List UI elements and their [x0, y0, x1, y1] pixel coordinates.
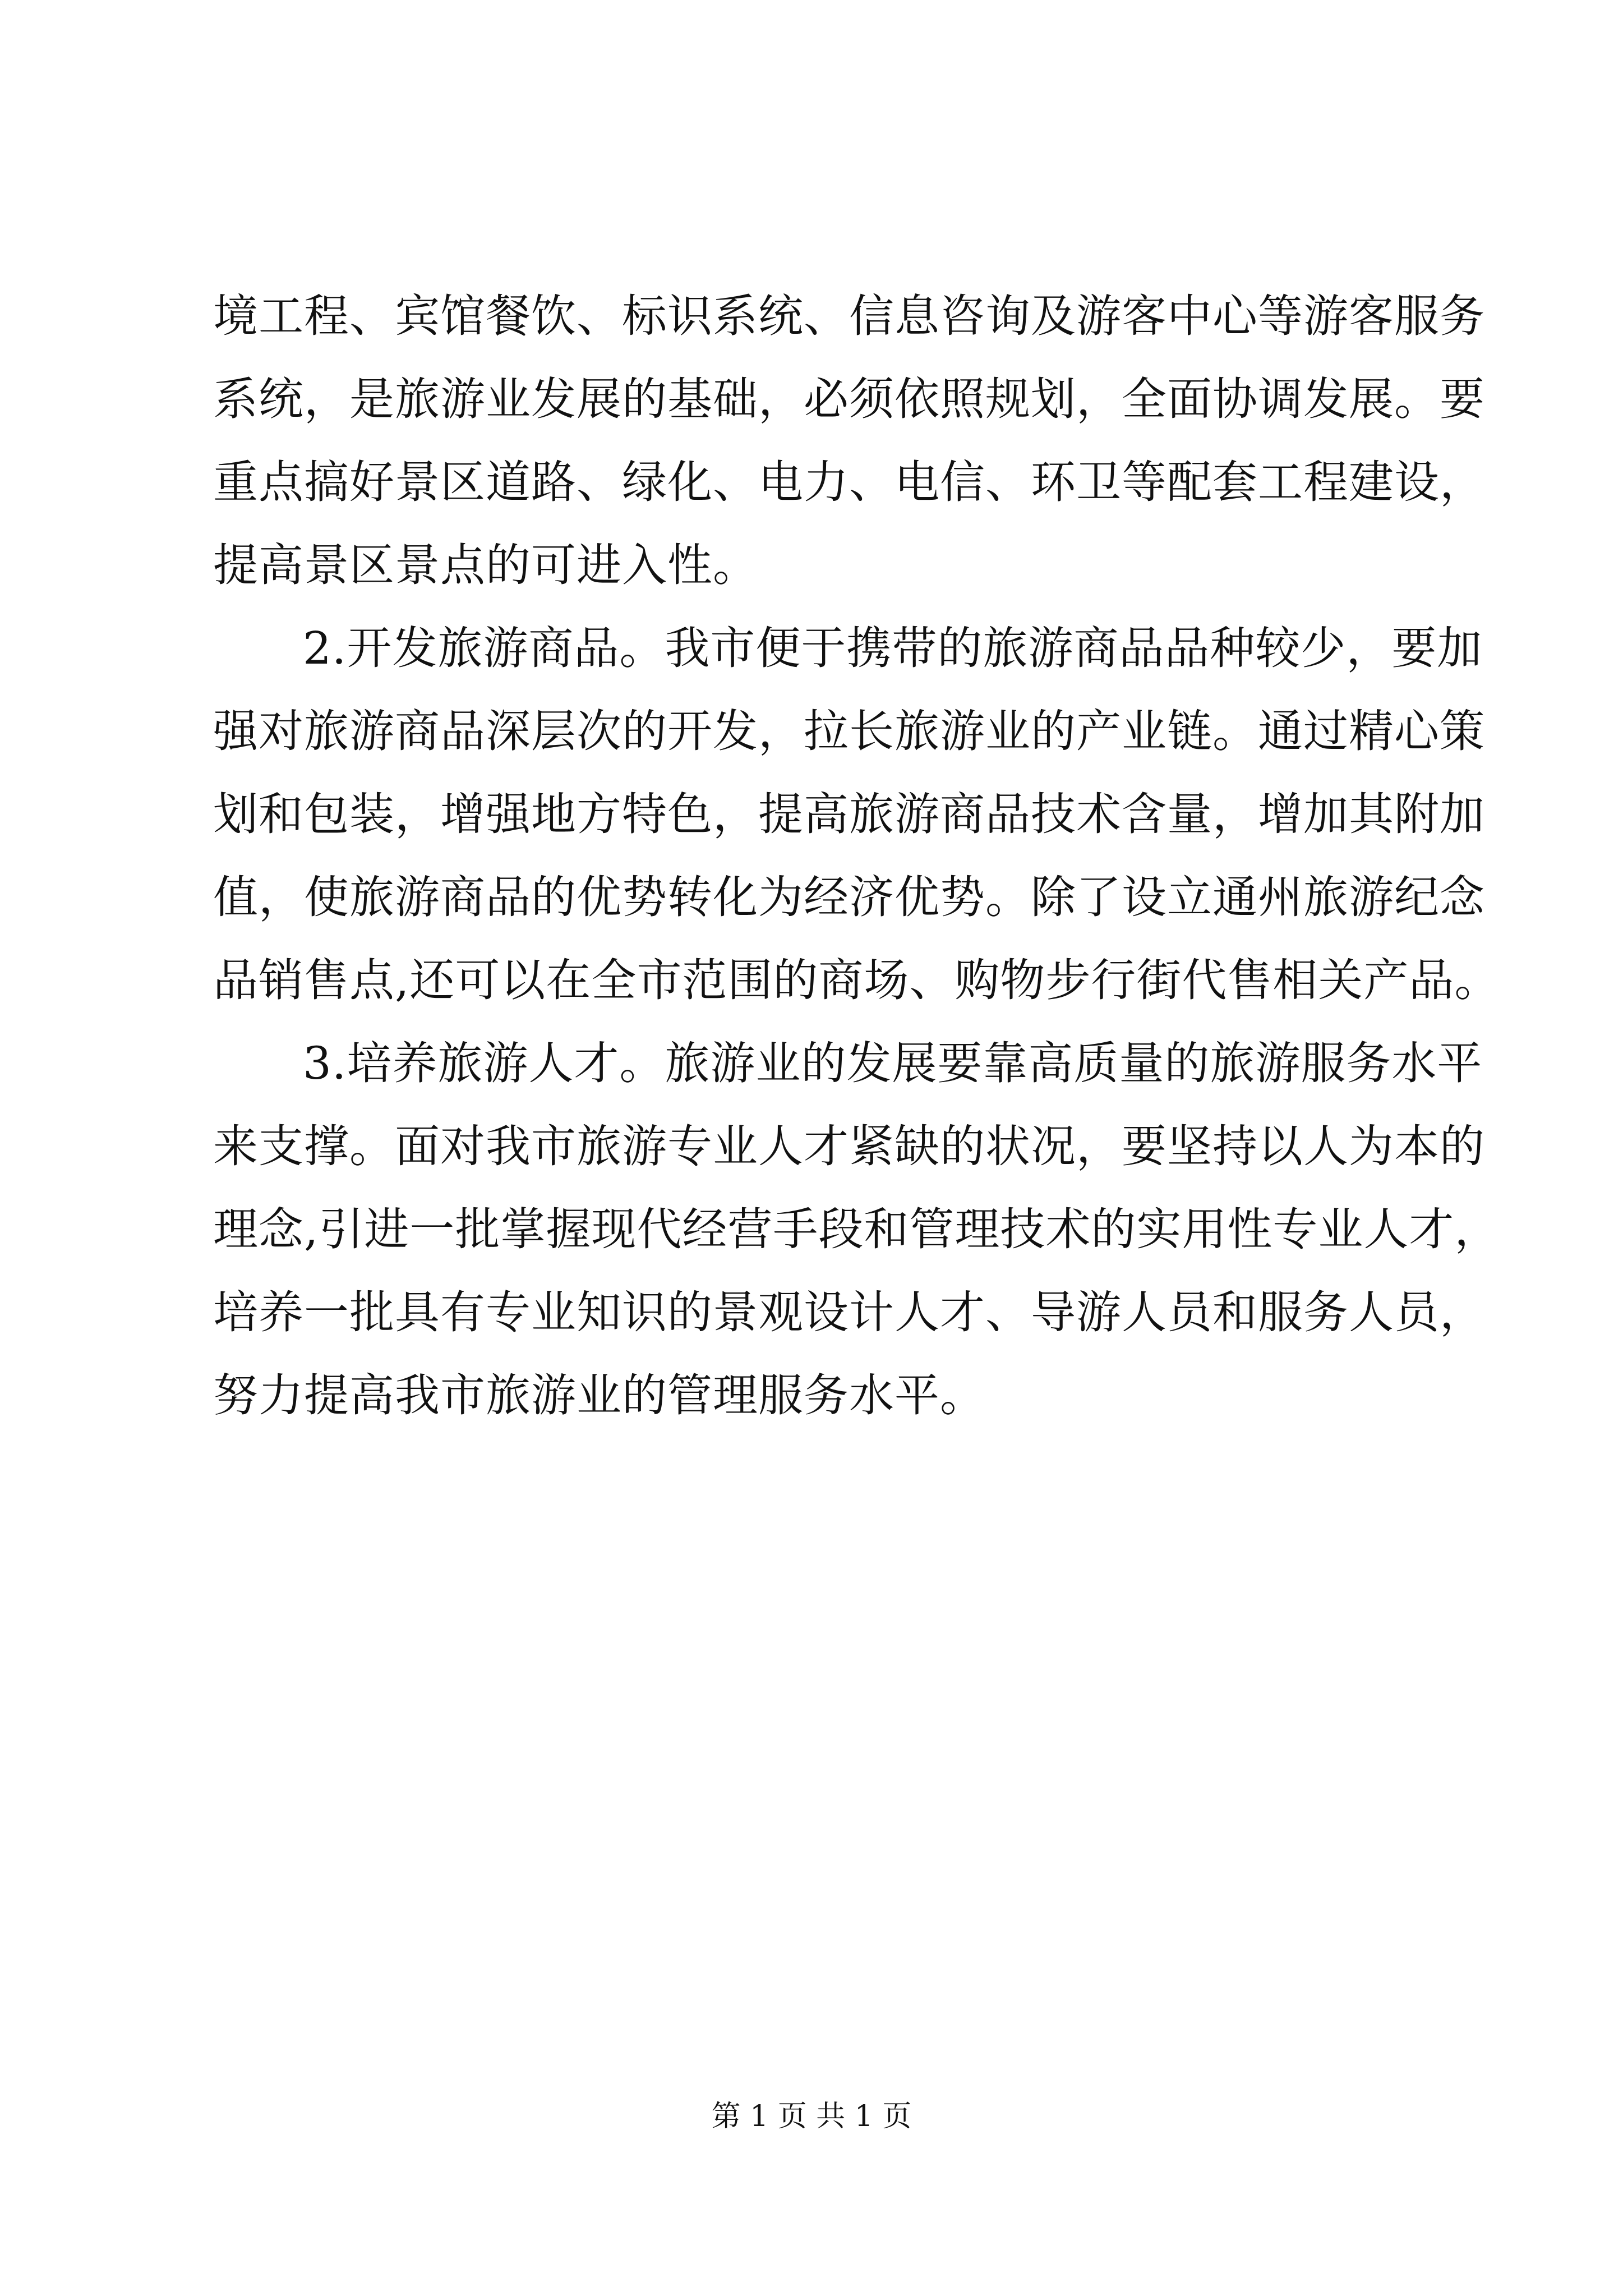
page-footer — [0, 2097, 1623, 2136]
text-line: 努力提高我市旅游业的管理服务水平。 — [213, 1369, 985, 1421]
paragraph-tourism-products — [213, 607, 1500, 1022]
text-line: 培养一批具有专业知识的景观设计人才、导游人员和服务人员， — [213, 1286, 1485, 1338]
text-line: 境工程、宾馆餐饮、标识系统、信息咨询及游客中心等游客服务 — [213, 290, 1485, 342]
document-body — [213, 275, 1500, 1437]
text-line: 提高景区景点的可进入性。 — [213, 539, 758, 591]
text-line: 划和包装，增强地方特色，提高旅游商品技术含量，增加其附加 — [213, 788, 1485, 840]
text-line: 系统，是旅游业发展的基础，必须依照规划，全面协调发展。要 — [213, 373, 1485, 425]
text-line: 品销售点,还可以在全市范围的商场、购物步行街代售相关产品。 — [213, 954, 1500, 1006]
text-line: 2.开发旅游商品。我市便于携带的旅游商品品种较少，要加 — [303, 622, 1483, 674]
text-line: 3.培养旅游人才。旅游业的发展要靠高质量的旅游服务水平 — [303, 1037, 1483, 1089]
text-line: 理念,引进一批掌握现代经营手段和管理技术的实用性专业人才， — [213, 1203, 1500, 1255]
page-number-label: 第 1 页 共 1 页 — [711, 2100, 912, 2133]
text-line: 来支撑。面对我市旅游专业人才紧缺的状况，要坚持以人为本的 — [213, 1120, 1485, 1172]
paragraph-tourism-talent — [213, 1022, 1500, 1437]
text-line: 值，使旅游商品的优势转化为经济优势。除了设立通州旅游纪念 — [213, 871, 1485, 923]
text-line: 重点搞好景区道路、绿化、电力、电信、环卫等配套工程建设， — [213, 456, 1485, 508]
text-line: 强对旅游商品深层次的开发，拉长旅游业的产业链。通过精心策 — [213, 705, 1485, 757]
paragraph-infrastructure — [213, 275, 1485, 607]
